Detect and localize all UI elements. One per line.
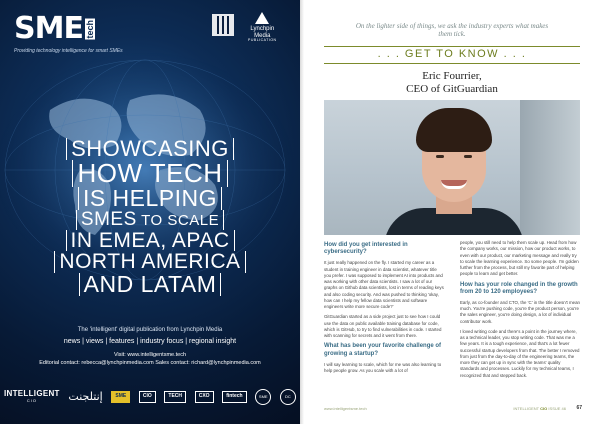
brand-logo-7: [222, 391, 246, 403]
brand-logo-4: [139, 391, 156, 403]
answer-1-para-1: It just really happened on the fly. I started my career as a student in training engineer in data scientist, whatever title you prefer. I was supposed to implement AI into products and was working with other data scientists. I saw a lot of our graphs on Github data scientists, lost in terms of reading keys and also coding security. And was pushed to thinking 'okay, how can I help my fellow data scientists and software engineers write more secure code?': [324, 260, 444, 310]
intelligent-publication-line: The 'intelligent' digital publication from Lynchpin Media: [77, 327, 223, 333]
headline-line-6: NORTH AMERICA: [54, 251, 245, 272]
brand-logo-5: [164, 391, 186, 403]
brand-logos-row: [4, 380, 296, 414]
headline-line-1: SHOWCASING: [66, 138, 234, 160]
brand-9-text: DC: [280, 389, 296, 405]
answer-3-para-2: I loved writing code and there's a point in the journey where, as a technical leader, you stop writing code. That was me a few years. It is a tough experience, and that's a lot fewer successful startup developers from that. The better I removed from just from the day-to-day of the engineering teams, the more they can get up in sync with the teams' quality standards and processes. Luckily for my technical teams, I recognized that and stepped back.: [460, 328, 580, 378]
question-3: How has your role changed in the growth from 20 to 120 employees?: [460, 281, 578, 295]
section-rule-bottom: [324, 63, 580, 64]
arabic-brand-logo: إنتلجنت: [68, 389, 103, 403]
brand-8-text: SME: [255, 389, 271, 405]
lynchpin-triangle-icon: [255, 12, 269, 24]
intelligent-cio-logo: [4, 390, 60, 403]
qr-code-icon[interactable]: [212, 14, 234, 36]
name-line-1: Eric Fourrier,: [422, 70, 482, 82]
intro-lighter-side: On the lighter side of things, we ask the industry experts what makes them tick.: [355, 22, 549, 39]
logo-sme-text: SME: [14, 11, 83, 46]
lynchpin-name-2: Media: [254, 32, 271, 39]
visit-url[interactable]: Visit: www.intelligentsme.tech: [113, 352, 187, 358]
name-line-2: CEO of GitGuardian: [406, 82, 498, 95]
brand-logo-8: [255, 389, 271, 405]
brand-5-text: TECH: [164, 391, 186, 403]
brand-logo-3: [111, 391, 130, 403]
question-1: How did you get interested in cybersecurity?: [324, 242, 408, 256]
lynchpin-sub: PUBLICATION: [248, 38, 277, 43]
interviewee-name: [324, 70, 580, 95]
headline-line-5: IN EMEA, APAC: [66, 230, 235, 251]
brand-logo-9: [280, 389, 296, 405]
contact-line[interactable]: Editorial contact: rebecca@lynchpinmedia.com Sales contact: richard@lynchpinmedia.com: [39, 360, 261, 366]
topics-nav-line: news | views | features | industry focus | regional insight: [63, 338, 237, 345]
brand-4-text: CIO: [139, 391, 156, 403]
answer-1-para-2: GitGuardian started as a side project just to see how I could use the data on public available training database for code, which is GitHub, to try to find vulnerabilities in code. I started with scanning for secrets and it went from there.: [324, 314, 442, 339]
footer-magazine: [513, 406, 566, 411]
section-title: . . . GET TO KNOW . . .: [377, 48, 527, 60]
question-2: What has been your favorite challenge of growing a startup?: [324, 343, 442, 357]
headline-line-2: HOW TECH: [72, 160, 227, 187]
answer-3-para-1: Early, as co-founder and CTO, the 'C' in the title doesn't mean much. You're pushing code, you're the product person, you're the sales engineer, you're doing design, a lot of individual contributor work.: [460, 299, 580, 324]
page-fold-shadow: [300, 0, 304, 424]
sme-tech-logo[interactable]: [14, 11, 95, 46]
answer-2-para-2: people, you still need to help them scale up. Head from how the company works, our mission, how our product works, to even with our product, our marketing message and really try to scale the learning experience. So some people. I'm golden further from the process, but still my favorite part of helping people to learn and get better.: [460, 240, 579, 277]
page-footer: [300, 404, 600, 418]
headline-line-3: IS HELPING: [78, 187, 222, 210]
footer-mag-b: CIO: [540, 406, 548, 411]
headline-line-4a: SMES: [80, 209, 137, 231]
portrait-photo: [324, 100, 580, 235]
brand-7-text: fintech: [222, 391, 246, 403]
provider-tagline: Providing technology intelligence for smart SMEs: [14, 48, 123, 54]
lynchpin-media-logo: [248, 12, 277, 43]
logo-tech-text: tech: [84, 19, 95, 39]
page-number: 67: [576, 405, 582, 411]
headline-line-4b: TO SCALE: [136, 212, 220, 230]
footer-mag-c: ISSUE 46: [548, 406, 566, 411]
section-rule-top: [324, 46, 580, 47]
cover-headline: [0, 138, 300, 296]
footer-url[interactable]: www.intelligentsme.tech: [324, 406, 367, 411]
answer-2-para-1: I will say learning to scale, which for me was also learning to help people grow. As you scale with a lot of: [324, 361, 442, 373]
brand-6-text: CXO: [195, 391, 214, 403]
brand-logo-6: [195, 391, 214, 403]
brand-3-text: SME: [111, 391, 130, 403]
intelligent-cio-sub: CIO: [26, 398, 37, 404]
footer-mag-a: INTELLIGENT: [513, 406, 540, 411]
lynchpin-name-1: Lynchpin: [250, 26, 275, 32]
headline-line-7: AND LATAM: [79, 273, 222, 296]
article-column-1: [324, 240, 444, 378]
intelligent-cio-text: INTELLIGENT: [4, 389, 60, 399]
article-column-2: [460, 240, 580, 383]
